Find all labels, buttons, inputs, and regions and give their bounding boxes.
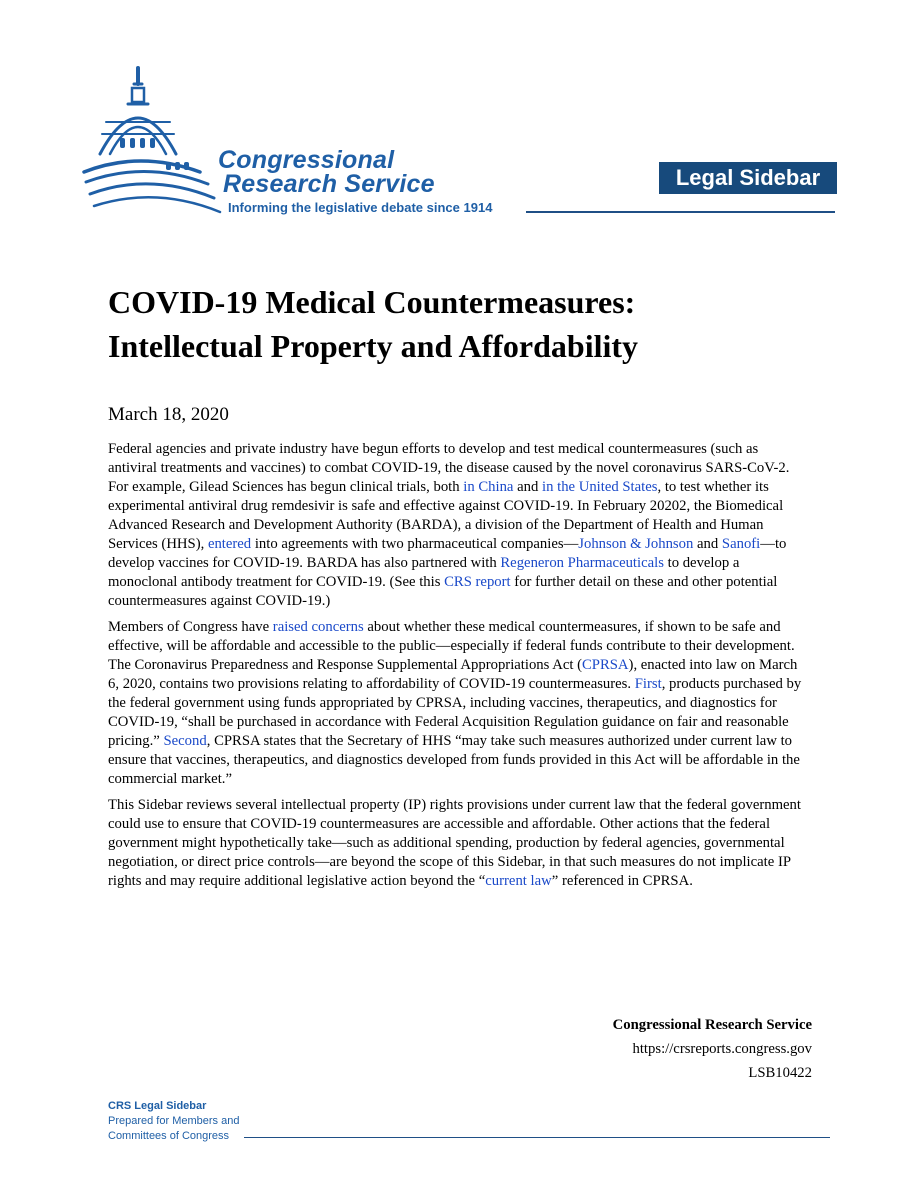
org-tagline: Informing the legislative debate since 1914 xyxy=(228,200,493,215)
inline-link[interactable]: CPRSA xyxy=(582,657,629,673)
paragraph-text: ), enacted into law on March 6, 2020, contains two provisions relating to affordability of COVID-19 countermeasures. xyxy=(108,657,798,692)
inline-link[interactable]: raised concerns xyxy=(272,619,364,635)
inline-link[interactable]: First xyxy=(634,676,662,692)
footer-org: Congressional Research Service xyxy=(612,1017,812,1033)
inline-link[interactable]: in the United States xyxy=(542,479,658,495)
paragraph-3 xyxy=(108,796,808,891)
inline-link[interactable]: Regeneron Pharmaceuticals xyxy=(500,555,664,571)
paragraph-text: and xyxy=(693,536,722,552)
crs-footer xyxy=(108,1099,239,1144)
paragraph-text: ” referenced in CPRSA. xyxy=(551,873,693,889)
inline-link[interactable]: Second xyxy=(163,733,207,749)
crs-logo xyxy=(80,62,540,222)
legal-sidebar-badge: Legal Sidebar xyxy=(659,162,837,194)
inline-link[interactable]: CRS report xyxy=(444,574,511,590)
footer-report-id: LSB10422 xyxy=(748,1065,812,1081)
capitol-dome-icon xyxy=(80,62,230,217)
footer-rule xyxy=(244,1137,830,1138)
paragraph-text: Federal agencies and private industry have begun efforts to develop and test medical countermeasures (such as antiviral treatments and vaccines) to combat COVID-19, the disease caused by the novel coronavirus SARS-CoV-2. For example, Gilead Sciences has begun clinical trials, both xyxy=(108,441,790,495)
inline-link[interactable]: Johnson & Johnson xyxy=(578,536,694,552)
paragraph-text: for further detail on these and other potential countermeasures against COVID-19.) xyxy=(108,574,778,609)
inline-link[interactable]: entered xyxy=(207,536,252,552)
inline-link[interactable]: in China xyxy=(463,479,514,495)
paragraph-2 xyxy=(108,618,808,789)
inline-link[interactable]: current law xyxy=(485,873,552,889)
paragraph-text: —to develop vaccines for COVID-19. BARDA has also partnered with xyxy=(108,536,787,571)
tagline-rule xyxy=(526,211,835,213)
footer-url[interactable]: https://crsreports.congress.gov xyxy=(632,1041,812,1057)
paragraph-text: Members of Congress have xyxy=(108,619,273,635)
report-footer xyxy=(613,1013,812,1085)
inline-link[interactable]: Sanofi xyxy=(721,536,761,552)
paragraph-text: about whether these medical countermeasures, if shown to be safe and effective, will be affordable and accessible to the public—especially if federal funds contribute to their development. The Coronavirus Preparedness and Response Supplemental Appropriations Act ( xyxy=(108,619,795,673)
paragraph-text: , to test whether its experimental antiviral drug remdesivir is safe and effective against COVID-19. In February 20202, the Biomedical Advanced Research and Development Authority (BARDA), a division of the Department of Health and Human Services (HHS), xyxy=(108,479,784,552)
paragraph-text: , products purchased by the federal government using funds appropriated by CPRSA, including vaccines, therapeutics, and diagnostics for COVID-19, “shall be purchased in accordance with Federal Acquisition Regulation guidance on fair and reasonable pricing.” xyxy=(108,676,802,749)
crs-footer-line2: Prepared for Members and xyxy=(108,1115,240,1127)
paragraph-text: into agreements with two pharmaceutical companies— xyxy=(251,536,579,552)
crs-footer-line1: CRS Legal Sidebar xyxy=(108,1100,207,1112)
org-name-line2: Research Service xyxy=(223,170,435,198)
publication-date: March 18, 2020 xyxy=(108,404,229,425)
paragraph-text: to develop a monoclonal antibody treatment for COVID-19. (See this xyxy=(108,555,740,590)
crs-footer-line3: Committees of Congress xyxy=(108,1130,230,1142)
title-line2: Intellectual Property and Affordability xyxy=(108,328,639,364)
org-name-line1: Congressional xyxy=(218,146,395,174)
paragraph-text: This Sidebar reviews several intellectual property (IP) rights provisions under current law that the federal government could use to ensure that COVID-19 countermeasures are accessible and affordable. Other actions that the federal government might hypothetically take—such as additional spending, production by federal agencies, governmental negotiation, or direct price controls—are beyond the scope of this Sidebar, in that such measures do not implicate IP rights and may require additional legislative action beyond the “ xyxy=(108,797,801,889)
paragraph-text: and xyxy=(513,479,543,495)
paragraph-text: , CPRSA states that the Secretary of HHS “may take such measures authorized under current law to ensure that vaccines, therapeutics, and diagnostics developed from funds provided in this Act will be affordable in the commercial market.” xyxy=(108,733,800,787)
title-line1: COVID-19 Medical Countermeasures: xyxy=(108,284,636,320)
body-text xyxy=(108,440,808,898)
paragraph-1 xyxy=(108,440,808,611)
page-title xyxy=(108,280,828,368)
